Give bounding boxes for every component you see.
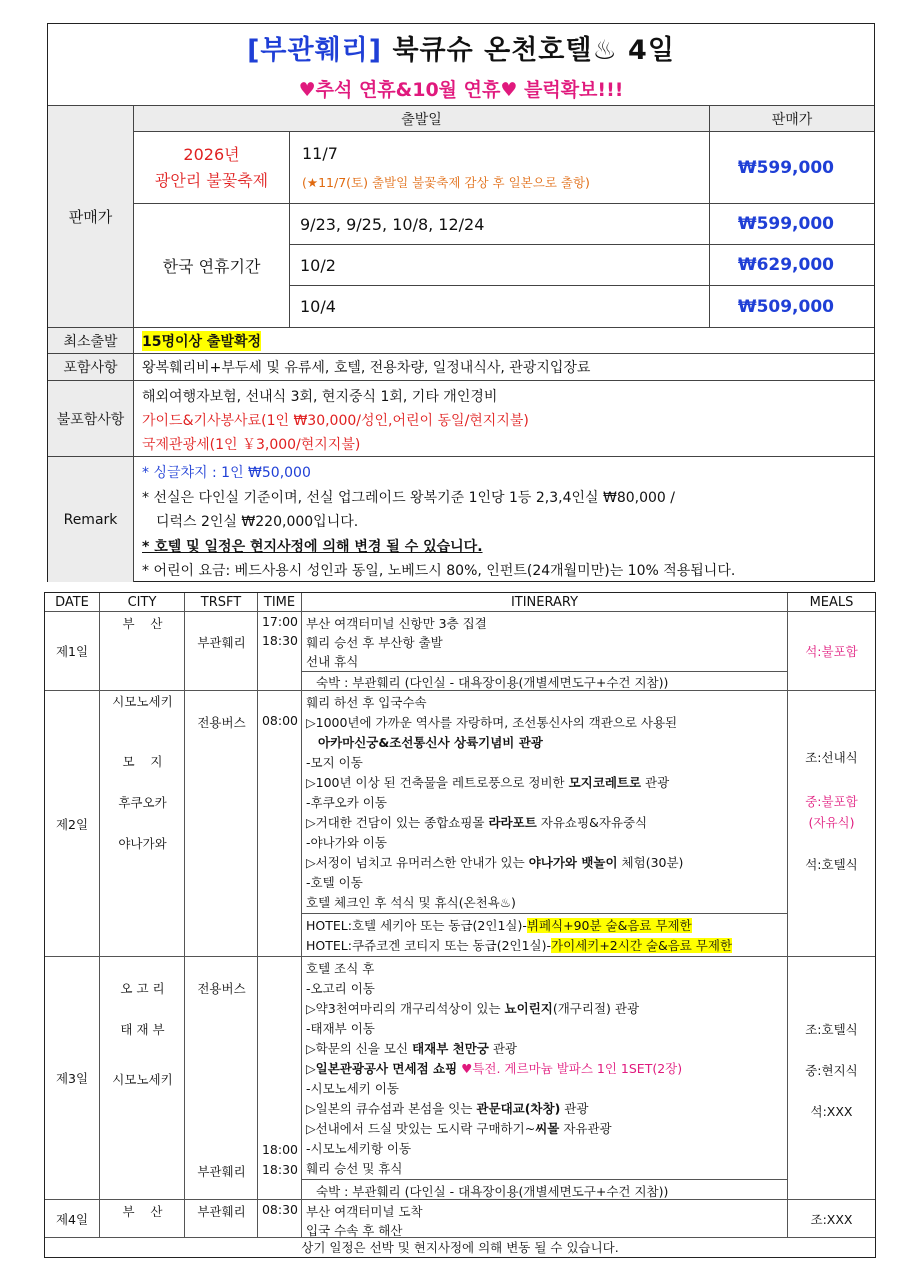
day2-line-11: 호텔 체크인 후 석식 및 휴식(온천욕♨) [306,895,516,910]
holiday-date-row-1: 9/23, 9/25, 10/8, 12/24 [290,204,710,245]
remark-line-4: * 호텔 및 일정은 현지사정에 의해 변경 될 수 있습니다. [142,538,483,555]
day2-line-5b: 모지코레트로 [568,775,642,790]
day3-line-5b: 태재부 천만궁 [412,1041,489,1056]
day3-city-2: 태 재 부 [120,1022,165,1037]
title-bracket: [부관훼리] [247,34,383,66]
day2-line-4: -모지 이동 [306,755,363,770]
day2-line-5a: ▷100년 이상 된 건축물을 레트로풍으로 정비한 [306,775,569,790]
day1-meal: 석:불포함 [788,612,875,691]
day4-date: 제4일 [45,1200,100,1238]
day3-line-6a: ▷ [306,1061,316,1076]
group-fireworks-label [134,132,290,204]
excludes-line-1: 해외여행자보험, 선내식 3회, 현지중식 1회, 기타 개인경비 [142,389,498,405]
day2-line-5c: 관광 [641,775,670,790]
day2-city-2: 모 지 [122,754,163,769]
day1-date: 제1일 [45,612,100,691]
remark-line-2: * 선실은 다인실 기준이며, 선실 업그레이드 왕복기준 1인당 1등 2,3,4인실 ₩80,000 / [142,489,676,506]
day3-line-10: -시모노세키항 이동 [306,1141,412,1156]
day4-time: 08:30 [261,1202,299,1217]
day4-time-cell [258,1200,302,1238]
day3-time-1: 18:00 [261,1142,299,1157]
day3-line-8c: 관광 [560,1101,589,1116]
day3-line-9 [306,1119,612,1137]
day2-line-10: -호텔 이동 [306,875,363,890]
day3-date: 제3일 [45,957,100,1200]
holiday-date-row-2: 10/2 [290,245,710,286]
day3-meal-2: 중:현지식 [805,1063,858,1078]
day2-hotel-2b: 가이세키+2시간 술&음료 무제한 [551,938,733,953]
day1-city: 부 산 [122,616,163,631]
day3-itinerary-cell [302,957,788,1200]
col-itinerary: ITINERARY [302,593,788,612]
day3-line-11: 훼리 승선 및 휴식 [306,1161,403,1176]
day2-line-1: 훼리 하선 후 입국수속 [306,695,427,710]
holiday-price-row-3: ₩509,000 [710,286,874,328]
page-title [247,28,675,67]
day3-meal-3: 석:XXX [810,1104,853,1119]
day2-line-7 [306,813,647,831]
day1-time-2: 18:30 [261,633,299,648]
day2-line-9a: ▷서정이 넘치고 유머러스한 안내가 있는 [306,855,529,870]
day2-time-cell [258,691,302,957]
day2-meal-1: 조:선내식 [805,750,858,765]
day3-line-2: -오고리 이동 [306,981,375,996]
day2-city-4: 야나가와 [118,836,167,851]
excludes-label: 불포함사항 [48,381,134,457]
group-fireworks-price: ₩599,000 [710,132,874,204]
day4-line-1: 부산 여객터미널 도착 [306,1204,423,1219]
holiday-date-row-3: 10/4 [290,286,710,328]
day3-lodging: 숙박 : 부관훼리 (다인실 - 대욕장이용(개별세면도구+수건 지참)) [316,1184,669,1199]
group-year: 2026년 [183,144,240,164]
day2-hotel-2a: HOTEL:쿠쥬코겐 코티지 또는 동급(2인1실)- [306,938,552,953]
day3-line-8a: ▷일본의 큐슈섬과 본섬을 잇는 [306,1101,477,1116]
includes-value: 왕복훼리비+부두세 및 유류세, 호텔, 전용차량, 일정내식사, 관광지입장료 [134,354,874,381]
day2-line-7b: 라라포트 [488,815,537,830]
col-header-departure: 출발일 [134,106,710,132]
remark-cell [134,457,874,582]
group-fireworks-note: (★11/7(토) 출발일 불꽃축제 감상 후 일본으로 출항) [302,175,590,190]
col-date: DATE [45,593,100,612]
day4-meal: 조:XXX [788,1200,875,1238]
day1-line-2: 훼리 승선 후 부산항 출발 [306,635,443,650]
excludes-line-2: 가이드&기사봉사료(1인 ₩30,000/성인,어린이 동일/현지지불) [142,413,529,429]
price-table [47,23,875,582]
day3-line-7: -시모노세키 이동 [306,1081,400,1096]
group-fireworks-date: 11/7 [302,144,338,163]
day3-time-cell [258,957,302,1200]
day4-city-cell [100,1200,185,1238]
day2-line-3: 아카마신궁&조선통신사 상륙기념비 관광 [318,735,543,750]
day4-itinerary-cell [302,1200,788,1238]
day2-meals-cell [788,691,875,957]
day3-line-6b: 일본관광공사 면세점 쇼핑 [315,1061,458,1076]
day2-trsft: 전용버스 [197,715,246,730]
day2-line-5 [306,773,669,791]
title-rest: 북큐슈 온천호텔♨ 4일 [382,34,675,66]
day3-line-9b: 씨몰 [535,1121,560,1136]
day1-itinerary-cell [302,612,788,691]
day4-trsft: 부관훼리 [197,1204,246,1219]
day3-line-9a: ▷선내에서 드실 맛있는 도시락 구매하기~ [306,1121,536,1136]
col-header-price: 판매가 [710,106,874,132]
itinerary-table [44,592,876,1258]
day3-line-8 [306,1099,588,1117]
day3-line-5c: 관광 [488,1041,517,1056]
day3-line-6 [306,1059,682,1077]
day1-trsft-cell [185,612,258,691]
day3-line-1: 호텔 조식 후 [306,961,375,976]
remark-line-1: * 싱글챠지 : 1인 ₩50,000 [142,465,311,481]
day2-meal-3: 석:호텔식 [805,857,858,872]
day3-line-5a: ▷학문의 신을 모신 [306,1041,413,1056]
day3-line-3a: ▷약3천여마리의 개구리석상이 있는 [306,1001,505,1016]
col-city: CITY [100,593,185,612]
day3-line-5 [306,1039,517,1057]
group-fireworks-name: 광안리 불꽃축제 [154,170,269,190]
day2-line-8: -야나가와 이동 [306,835,387,850]
day2-hotel-1 [306,916,692,934]
day3-line-3c: (개구리절) 관광 [552,1001,640,1016]
day3-city-3: 시모노세키 [112,1072,173,1087]
min-departure-cell [134,328,874,354]
day1-time-cell [258,612,302,691]
col-time: TIME [258,593,302,612]
day2-line-9c: 체험(30분) [617,855,684,870]
page-subtitle: ♥추석 연휴&10월 연휴♥ 블럭확보!!! [298,78,624,101]
day3-trsft-2: 부관훼리 [197,1164,246,1179]
day2-hotel-2 [306,936,732,954]
day3-line-3b: 뇨이린지 [504,1001,553,1016]
day2-city-cell [100,691,185,957]
min-departure-value: 15명이상 출발확정 [142,331,261,351]
group-holiday-label: 한국 연휴기간 [134,204,290,328]
day2-meal-2b: (자유식) [808,815,855,830]
day3-line-9c: 자유관광 [559,1121,612,1136]
day3-trsft-cell [185,957,258,1200]
day2-itinerary-cell [302,691,788,957]
day4-city: 부 산 [122,1204,163,1219]
day2-line-7c: 자유쇼핑&자유중식 [536,815,648,830]
day2-hotel-1a: HOTEL:호텔 세키아 또는 동급(2인1실)- [306,918,527,933]
day2-time: 08:00 [261,713,299,728]
day1-trsft: 부관훼리 [197,635,246,650]
min-departure-label: 최소출발 [48,328,134,354]
day3-meal-1: 조:호텔식 [805,1022,858,1037]
title-block [48,24,874,106]
excludes-line-3: 국제관광세(1인 ￥3,000/현지지불) [142,437,361,453]
day1-city-cell [100,612,185,691]
remark-label: Remark [48,457,134,582]
day3-time-2: 18:30 [261,1162,299,1177]
day3-line-8b: 관문대교(차창) [476,1101,561,1116]
day2-line-9 [306,853,683,871]
day3-line-6c: ♥특전. 게르마늄 발파스 1인 1SET(2장) [457,1061,683,1076]
day4-trsft-cell [185,1200,258,1238]
day3-city-1: 오 고 리 [120,981,165,996]
day2-date: 제2일 [45,691,100,957]
day2-line-9b: 야나가와 뱃놀이 [528,855,618,870]
day1-time-1: 17:00 [261,614,299,629]
day2-city-1: 시모노세키 [112,694,173,709]
day2-trsft-cell [185,691,258,957]
includes-label: 포함사항 [48,354,134,381]
day2-line-7a: ▷거대한 건담이 있는 종합쇼핑몰 [306,815,489,830]
day3-city-cell [100,957,185,1200]
group-fireworks-date-cell [290,132,710,204]
day2-line-6: -후쿠오카 이동 [306,795,387,810]
excludes-cell [134,381,874,457]
day2-line-2: ▷1000년에 가까운 역사를 자랑하며, 조선통신사의 객관으로 사용된 [306,715,678,730]
holiday-price-row-1: ₩599,000 [710,204,874,245]
day2-meal-2: 중:불포함 [805,794,858,809]
day1-lodging: 숙박 : 부관훼리 (다인실 - 대욕장이용(개별세면도구+수건 지참)) [316,675,669,690]
remark-line-5: * 어린이 요금: 베드사용시 성인과 동일, 노베드시 80%, 인펀트(24개월미만)는 10% 적용됩니다. [142,563,736,579]
col-trsft: TRSFT [185,593,258,612]
itinerary-footer: 상기 일정은 선박 및 현지사정에 의해 변동 될 수 있습니다. [301,1240,619,1255]
day3-trsft-1: 전용버스 [197,981,246,996]
day4-line-2: 입국 수속 후 해산 [306,1223,403,1238]
day3-line-4: -태재부 이동 [306,1021,375,1036]
day3-meals-cell [788,957,875,1200]
col-meals: MEALS [788,593,875,612]
remark-line-3: 디럭스 2인실 ₩220,000입니다. [156,514,359,530]
section-label-price: 판매가 [48,106,134,328]
day2-hotel-1b: 뷔페식+90분 술&음료 무제한 [526,918,692,933]
day3-line-3 [306,999,639,1017]
day1-line-1: 부산 여객터미널 신항만 3층 집결 [306,616,487,631]
day2-city-3: 후쿠오카 [118,795,167,810]
holiday-price-row-2: ₩629,000 [710,245,874,286]
day1-line-3: 선내 휴식 [306,654,359,669]
